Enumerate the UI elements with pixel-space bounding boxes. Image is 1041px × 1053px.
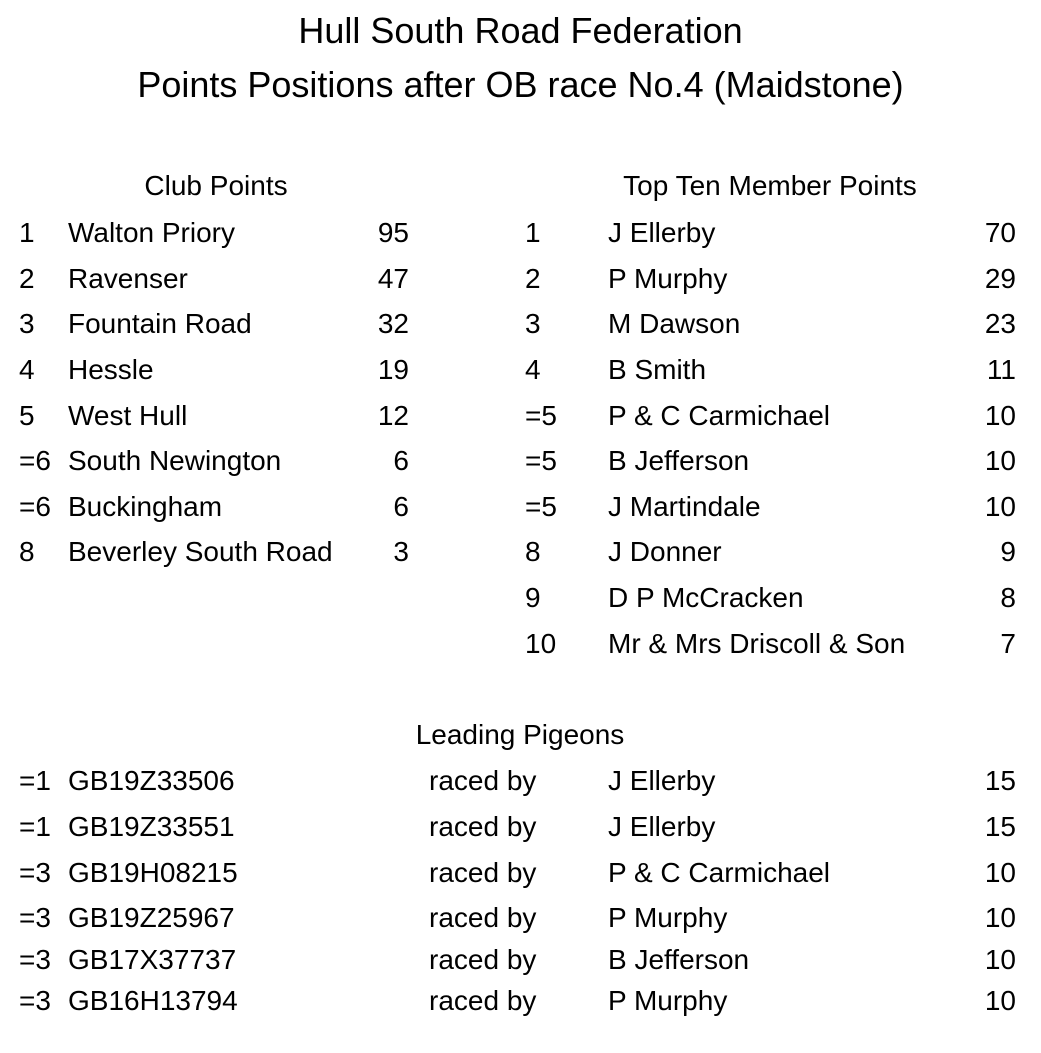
pigeon-owner: P & C Carmichael <box>608 857 831 888</box>
member-points-row <box>0 262 1041 296</box>
club-position: =6 <box>19 445 51 476</box>
raced-by-label: raced by <box>429 944 537 975</box>
member-points: 29 <box>984 263 1016 294</box>
club-name: Buckingham <box>68 491 223 522</box>
club-points: 3 <box>393 536 409 567</box>
member-name: P Murphy <box>608 263 728 294</box>
page-subtitle: Points Positions after OB race No.4 (Maidstone) <box>137 64 904 105</box>
member-name: J Donner <box>608 536 722 567</box>
member-name: D P McCracken <box>608 582 804 613</box>
member-points: 11 <box>986 354 1016 385</box>
member-points-row <box>0 627 1041 661</box>
club-points-heading: Club Points <box>144 170 288 201</box>
pigeon-ring-number: GB19Z33506 <box>68 765 235 796</box>
pigeon-owner: P Murphy <box>608 902 728 933</box>
pigeon-row <box>0 764 1041 798</box>
member-position: 3 <box>525 308 541 339</box>
pigeon-points: 15 <box>984 811 1016 842</box>
member-points: 8 <box>1000 582 1016 613</box>
pigeon-points: 15 <box>984 765 1016 796</box>
club-name: Walton Priory <box>68 217 236 248</box>
raced-by-label: raced by <box>429 985 537 1016</box>
pigeon-ring-number: GB16H13794 <box>68 985 238 1016</box>
pigeon-ring-number: GB19Z33551 <box>68 811 235 842</box>
pigeon-points: 10 <box>984 857 1016 888</box>
member-points: 23 <box>984 308 1016 339</box>
raced-by-label: raced by <box>429 857 537 888</box>
raced-by-label: raced by <box>429 811 537 842</box>
member-name: M Dawson <box>608 308 741 339</box>
member-points-row <box>0 399 1041 433</box>
member-points-row <box>0 307 1041 341</box>
club-position: 2 <box>19 263 35 294</box>
pigeon-ring-number: GB17X37737 <box>68 944 237 975</box>
club-name: Beverley South Road <box>68 536 333 567</box>
member-points: 10 <box>984 400 1016 431</box>
member-points: 10 <box>984 445 1016 476</box>
club-position: 8 <box>19 536 35 567</box>
member-points-row <box>0 353 1041 387</box>
pigeon-owner: J Ellerby <box>608 765 716 796</box>
member-name: B Smith <box>608 354 707 385</box>
pigeon-points: 10 <box>984 944 1016 975</box>
member-points-row <box>0 535 1041 569</box>
pigeon-position: =3 <box>19 985 51 1016</box>
leading-pigeons-heading: Leading Pigeons <box>415 719 625 750</box>
member-name: J Martindale <box>608 491 761 522</box>
pigeon-position: =3 <box>19 944 51 975</box>
pigeon-owner: J Ellerby <box>608 811 716 842</box>
pigeon-owner: P Murphy <box>608 985 728 1016</box>
pigeon-ring-number: GB19H08215 <box>68 857 238 888</box>
member-position: 1 <box>525 217 541 248</box>
pigeon-position: =1 <box>19 765 51 796</box>
member-points: 9 <box>1000 536 1016 567</box>
member-position: 2 <box>525 263 541 294</box>
club-position: 5 <box>19 400 35 431</box>
club-position: 1 <box>19 217 35 248</box>
pigeon-row <box>0 810 1041 844</box>
club-name: Hessle <box>68 354 154 385</box>
pigeon-position: =3 <box>19 857 51 888</box>
club-points: 47 <box>377 263 409 294</box>
pigeon-row <box>0 856 1041 890</box>
member-points-row <box>0 581 1041 615</box>
member-points-row <box>0 490 1041 524</box>
member-position: 4 <box>525 354 541 385</box>
pigeon-owner: B Jefferson <box>608 944 750 975</box>
club-points: 6 <box>393 445 409 476</box>
club-position: 3 <box>19 308 35 339</box>
member-points-row <box>0 444 1041 478</box>
member-position: =5 <box>525 491 557 522</box>
member-name: J Ellerby <box>608 217 716 248</box>
pigeon-points: 10 <box>984 985 1016 1016</box>
pigeon-position: =3 <box>19 902 51 933</box>
club-name: Ravenser <box>68 263 188 294</box>
member-position: 8 <box>525 536 541 567</box>
club-points: 12 <box>377 400 409 431</box>
member-points-row <box>0 216 1041 250</box>
pigeon-row <box>0 943 1041 977</box>
pigeon-ring-number: GB19Z25967 <box>68 902 235 933</box>
club-name: South Newington <box>68 445 282 476</box>
pigeon-points: 10 <box>984 902 1016 933</box>
member-position: 10 <box>525 628 557 659</box>
club-points: 19 <box>377 354 409 385</box>
member-name: P & C Carmichael <box>608 400 831 431</box>
club-position: =6 <box>19 491 51 522</box>
member-points: 7 <box>1000 628 1016 659</box>
page-title: Hull South Road Federation <box>298 10 743 51</box>
member-position: 9 <box>525 582 541 613</box>
club-points: 95 <box>377 217 409 248</box>
pigeon-row <box>0 901 1041 935</box>
club-name: West Hull <box>68 400 188 431</box>
club-points: 32 <box>377 308 409 339</box>
member-points: 10 <box>984 491 1016 522</box>
member-position: =5 <box>525 400 557 431</box>
pigeon-position: =1 <box>19 811 51 842</box>
club-name: Fountain Road <box>68 308 252 339</box>
member-name: Mr & Mrs Driscoll & Son <box>608 628 906 659</box>
member-name: B Jefferson <box>608 445 750 476</box>
member-position: =5 <box>525 445 557 476</box>
member-points-heading: Top Ten Member Points <box>623 170 917 201</box>
club-points: 6 <box>393 491 409 522</box>
pigeon-row <box>0 984 1041 1018</box>
raced-by-label: raced by <box>429 765 537 796</box>
member-points: 70 <box>984 217 1016 248</box>
raced-by-label: raced by <box>429 902 537 933</box>
club-position: 4 <box>19 354 35 385</box>
